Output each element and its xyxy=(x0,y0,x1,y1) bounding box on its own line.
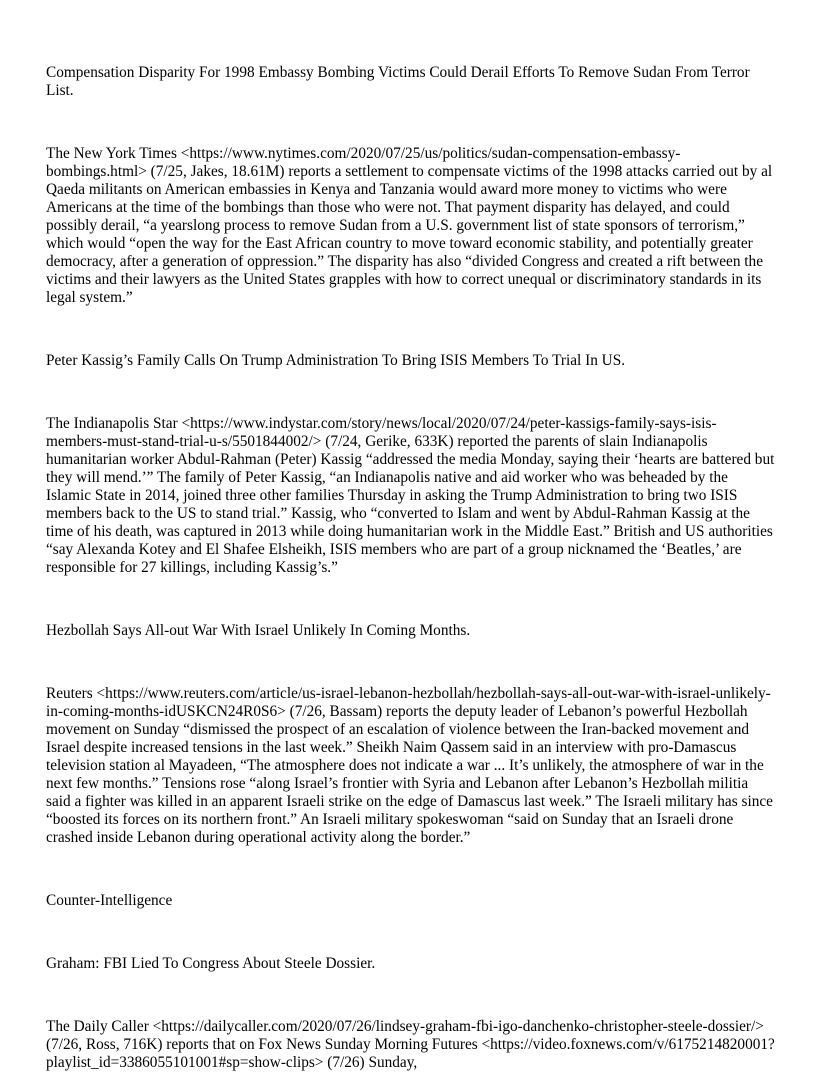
headline-kassig-family: Peter Kassig’s Family Calls On Trump Administration To Bring ISIS Members To Trial In US. xyxy=(46,352,626,369)
headline-graham-fbi: Graham: FBI Lied To Congress About Steele Dossier. xyxy=(46,955,376,972)
section-heading-counter-intelligence: Counter-Intelligence xyxy=(46,892,173,909)
headline-hezbollah: Hezbollah Says All-out War With Israel Unlikely In Coming Months. xyxy=(46,622,471,639)
article-nyt-sudan: The New York Times <https://www.nytimes.com/2020/07/25/us/politics/sudan-compensation-embassy-bombings.html> (7/25, Jakes, 18.61M) reports a settlement to compensate victims of the 1998 attacks carried out by al Qaeda militants on American embassies in Kenya and Tanzania would award more money to victims who were Americans at the time of the bombings than those who were not. That payment disparity has delayed, and could possibly derail, “a yearslong process to remove Sudan from a U.S. government list of state sponsors of terrorism,” which would “open the way for the East African country to move toward economic stability, and potentially greater democracy, after a generation of oppression.” The disparity has also “divided Congress and created a rift between the victims and their lawyers as the United States grapples with how to correct unequal or discriminatory standards in its legal system.” xyxy=(46,145,773,306)
document-page xyxy=(46,64,776,1072)
article-indystar-kassig: The Indianapolis Star <https://www.indystar.com/story/news/local/2020/07/24/peter-kassigs-family-says-isis-members-must-stand-trial-u-s/5501844002/> (7/24, Gerike, 633K) reported the parents of slain Indianapolis humanitarian worker Abdul-Rahman (Peter) Kassig “addressed the media Monday, saying their ‘hearts are battered but they will mend.’” The family of Peter Kassig, “an Indianapolis native and aid worker who was beheaded by the Islamic State in 2014, joined three other families Thursday in asking the Trump Administration to bring two ISIS members back to the US to stand trial.” Kassig, who “converted to Islam and went by Abdul-Rahman Kassig at the time of his death, was captured in 2013 while doing humanitarian work in the Middle East.” British and US authorities “say Alexanda Kotey and El Shafee Elsheikh, ISIS members who are part of a group nicknamed the ‘Beatles,’ are responsible for 27 killings, including Kassig’s.” xyxy=(46,415,775,576)
headline-sudan-compensation: Compensation Disparity For 1998 Embassy Bombing Victims Could Derail Efforts To Remove Sudan From Terror List. xyxy=(46,64,750,99)
article-dailycaller-graham: The Daily Caller <https://dailycaller.com/2020/07/26/lindsey-graham-fbi-igo-danchenko-christopher-steele-dossier/> (7/26, Ross, 716K) reports that on Fox News Sunday Morning Futures <https://video.foxnews.com/v/6175214820001?playlist_id=3386055101001#sp=show-clips> (7/26) Sunday, xyxy=(46,1018,775,1071)
article-reuters-hezbollah: Reuters <https://www.reuters.com/article/us-israel-lebanon-hezbollah/hezbollah-says-all-out-war-with-israel-unlikely-in-coming-months-idUSKCN24R0S6> (7/26, Bassam) reports the deputy leader of Lebanon’s powerful Hezbollah movement on Sunday “dismissed the prospect of an escalation of violence between the Iran-backed movement and Israel despite increased tensions in the last week.” Sheikh Naim Qassem said in an interview with pro-Damascus television station al Mayadeen, “The atmosphere does not indicate a war ... It’s unlikely, the atmosphere of war in the next few months.” Tensions rose “along Israel’s frontier with Syria and Lebanon after Lebanon’s Hezbollah militia said a fighter was killed in an apparent Israeli strike on the edge of Damascus last week.” The Israeli military has since “boosted its forces on its northern front.” An Israeli military spokeswoman “said on Sunday that an Israeli drone crashed inside Lebanon during operational activity along the border.” xyxy=(46,685,773,846)
